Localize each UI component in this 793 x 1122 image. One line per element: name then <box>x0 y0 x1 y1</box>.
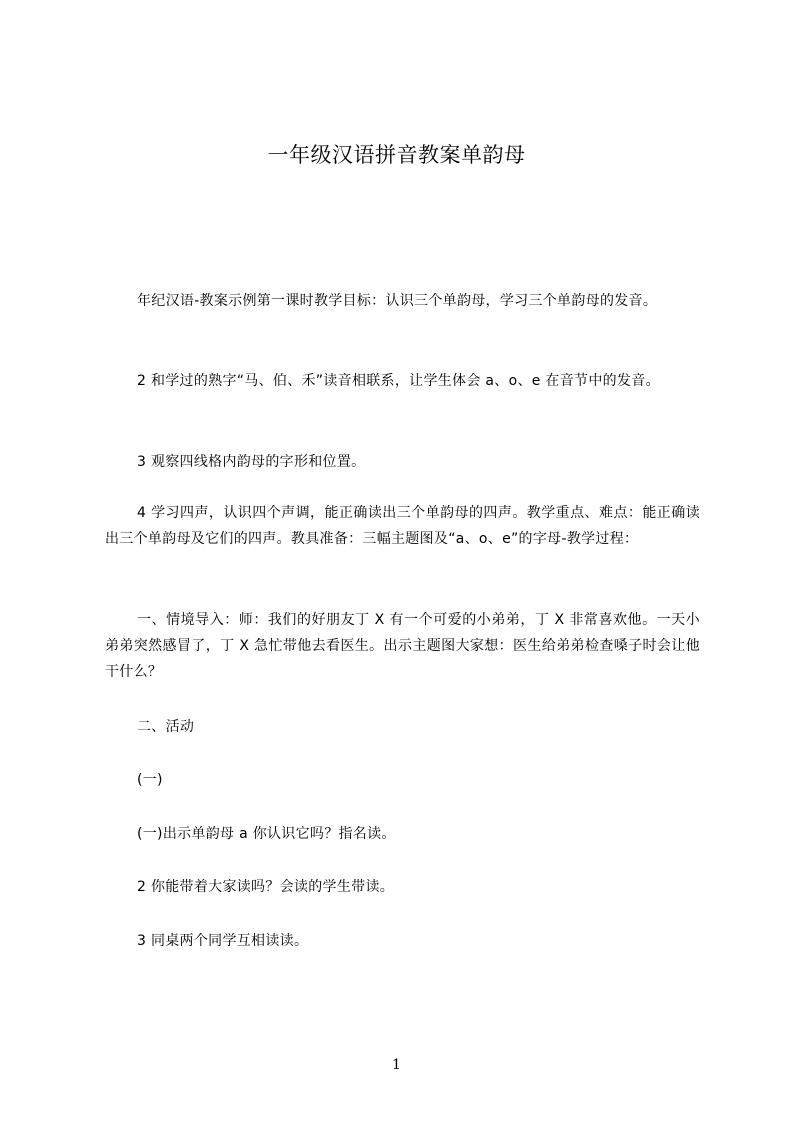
paragraph-objectives: 年纪汉语-教案示例第一课时教学目标：认识三个单韵母，学习三个单韵母的发音。 <box>137 293 658 309</box>
paragraph-activity-heading: 二、活动 <box>137 719 195 735</box>
paragraph-point-3: 3 观察四线格内韵母的字形和位置。 <box>137 454 366 470</box>
paragraph-show-a: (一)出示单韵母 a 你认识它吗？指名读。 <box>137 826 396 842</box>
paragraph-activity-one: (一) <box>137 772 163 788</box>
paragraph-point-2: 2 和学过的熟字“马、伯、禾”读音相联系，让学生体会 a、o、e 在音节中的发音。 <box>137 373 660 389</box>
paragraph-introduction: 一、情境导入：师：我们的好朋友丁 X 有一个可爱的小弟弟，丁 X 非常喜欢他。一天小弟弟突然感冒了，丁 X 急忙带他去看医生。出示主题图大家想：医生给弟弟检查嗓子时会让他干什么？ <box>105 612 700 680</box>
paragraph-point-4: 4 学习四声，认识四个声调，能正确读出三个单韵母的四声。教学重点、难点：能正确读出三个单韵母及它们的四声。教具准备：三幅主题图及“a、o、e”的字母-教学过程： <box>105 505 700 547</box>
paragraph-lead-reading: 2 你能带着大家读吗？会读的学生带读。 <box>137 879 395 895</box>
document-title: 一年级汉语拼音教案单韵母 <box>267 143 526 167</box>
paragraph-pair-reading: 3 同桌两个同学互相读读。 <box>137 933 309 949</box>
page-number: 1 <box>392 1057 401 1073</box>
